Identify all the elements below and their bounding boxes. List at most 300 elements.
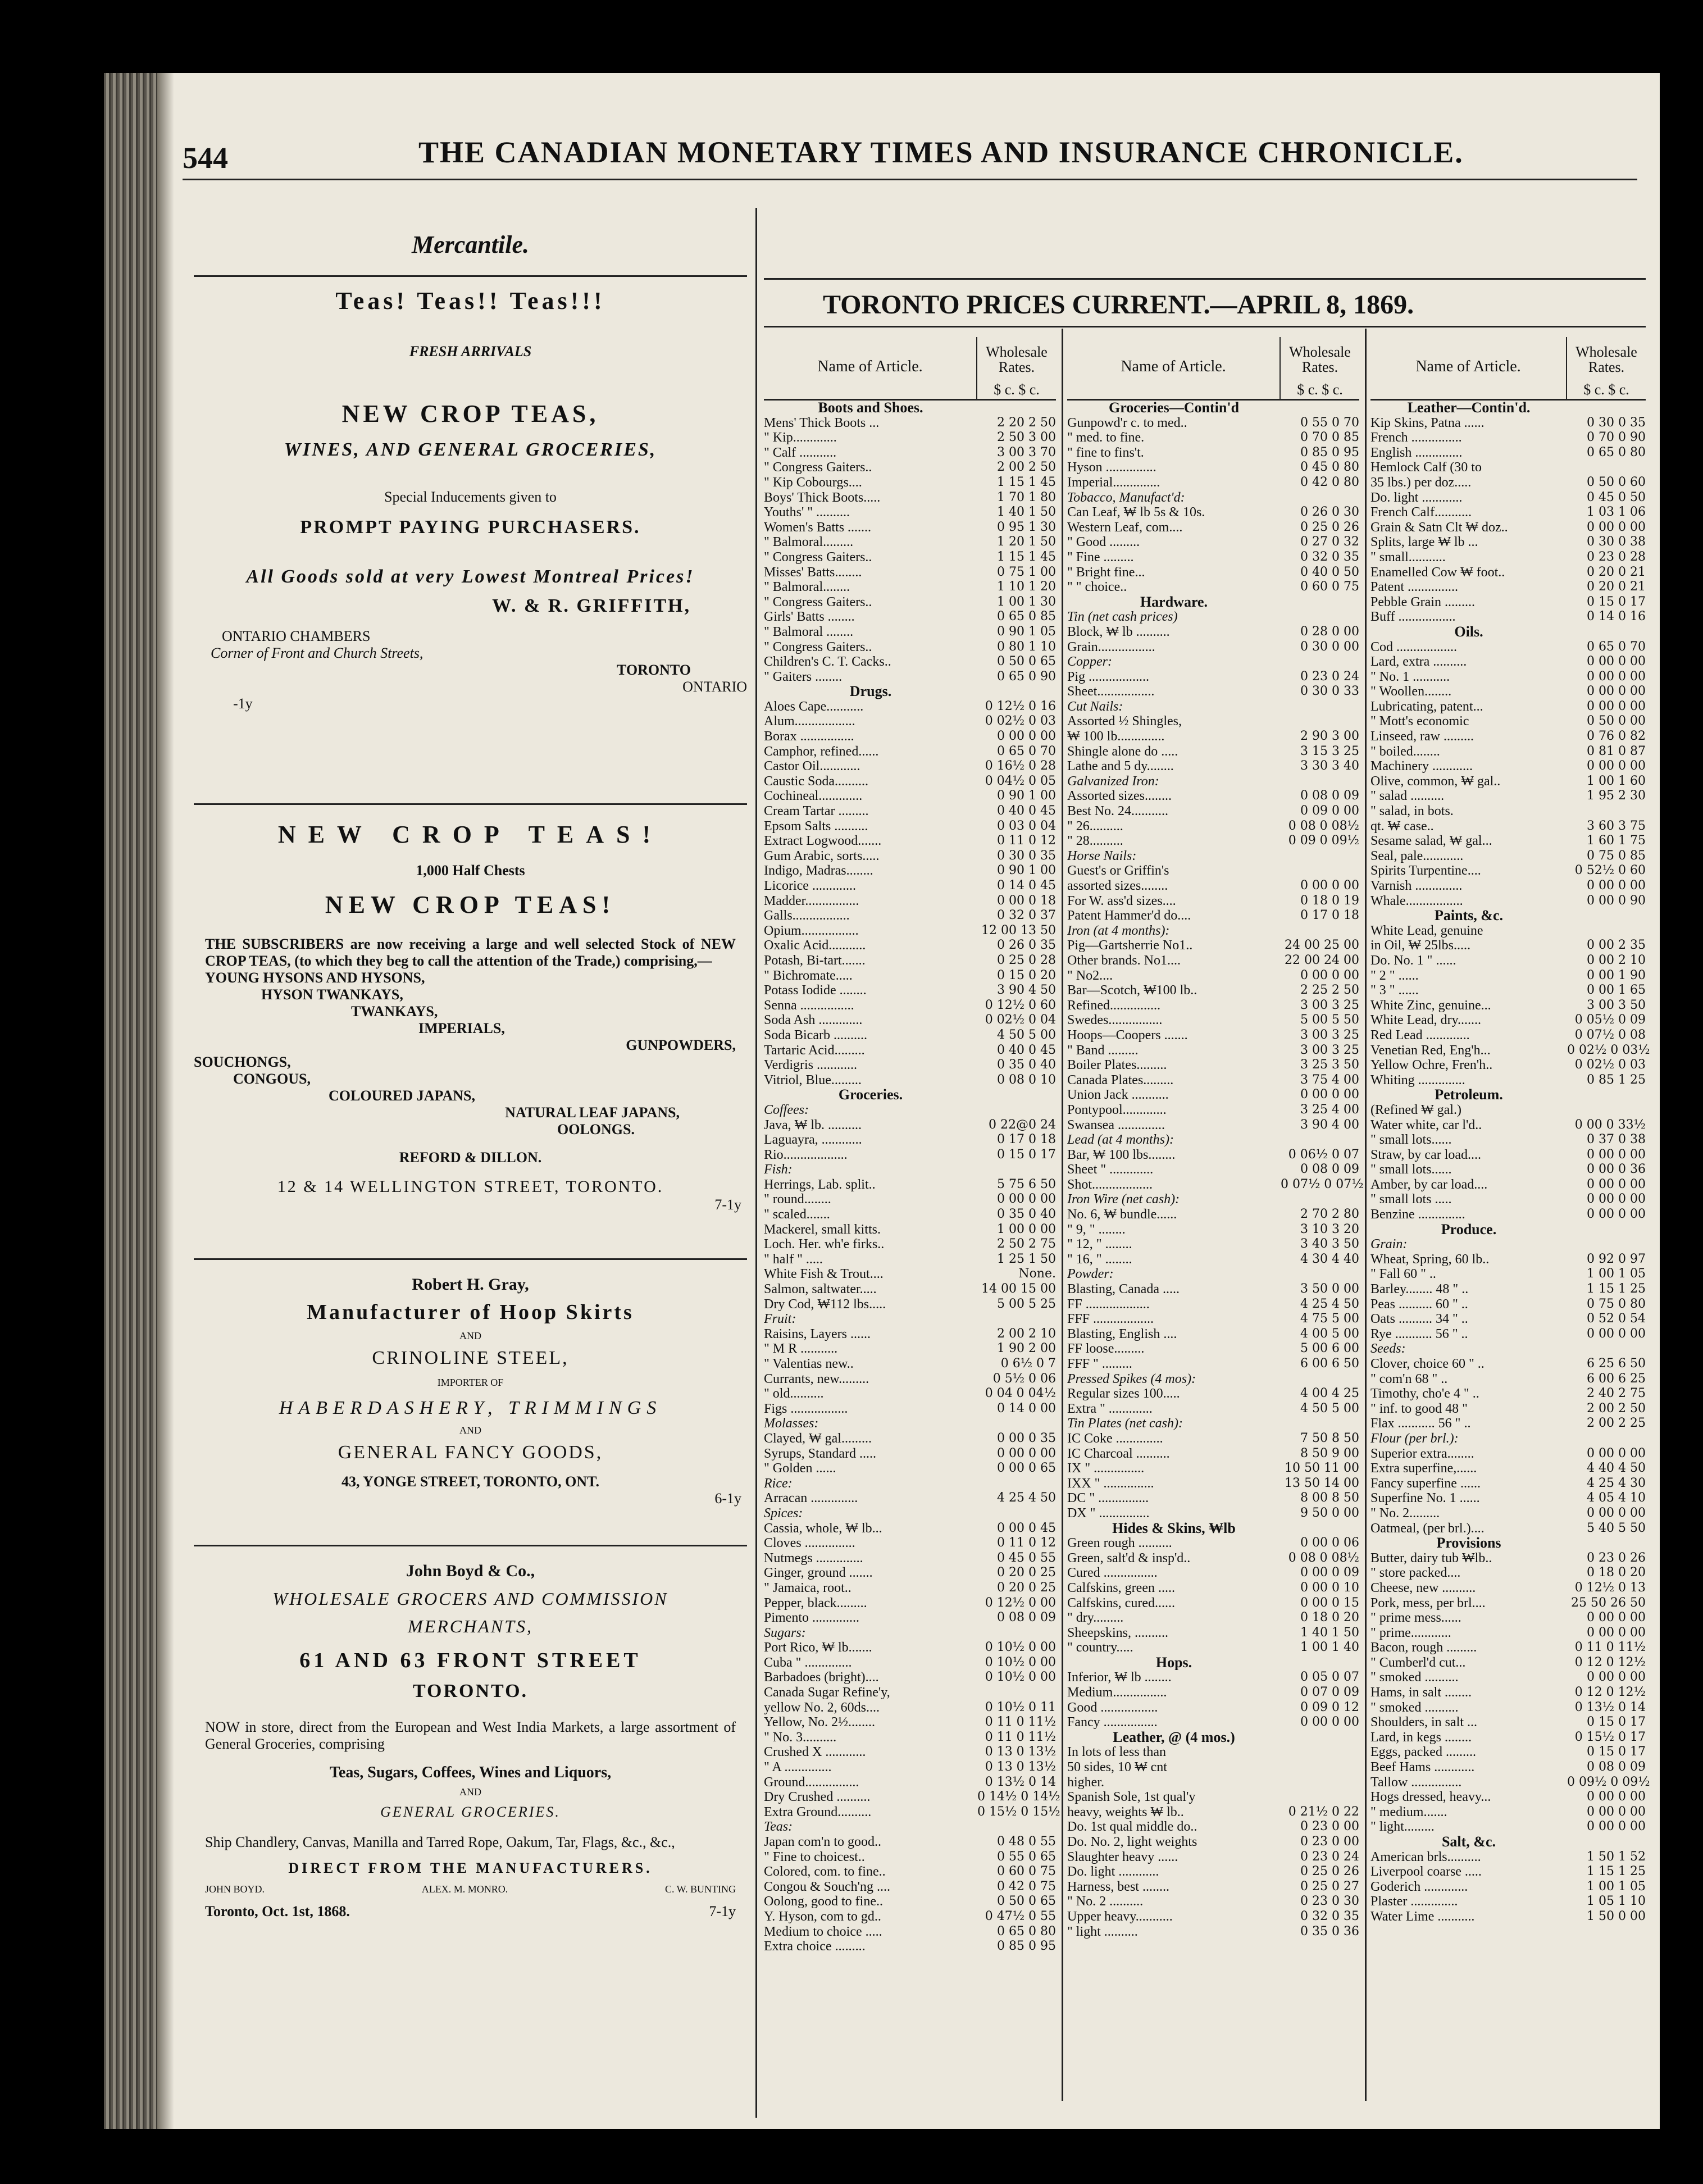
article-name: IC Charcoal .......... bbox=[1067, 1446, 1170, 1461]
wholesale-rate: 0 25 0 26 bbox=[1300, 1864, 1359, 1879]
price-row bbox=[1067, 849, 1359, 864]
price-row bbox=[1370, 804, 1646, 819]
price-row bbox=[764, 654, 1056, 670]
book-binding bbox=[104, 73, 157, 2129]
wholesale-rate bbox=[977, 684, 1056, 699]
article-name: Aloes Cape........... bbox=[764, 699, 864, 714]
article-name: English .............. bbox=[1370, 445, 1463, 460]
article-name: Hogs dressed, heavy... bbox=[1370, 1790, 1491, 1805]
wholesale-rate: 0 09 0 12 bbox=[1300, 1700, 1359, 1714]
wholesale-rate: 0 70 0 85 bbox=[1300, 430, 1359, 445]
wholesale-rate: 0 16½ 0 28 bbox=[985, 759, 1056, 774]
price-row bbox=[1370, 1013, 1646, 1028]
price-row bbox=[1370, 1655, 1646, 1671]
wholesale-rate: 0 35 0 36 bbox=[1300, 1924, 1359, 1939]
price-row bbox=[1370, 1551, 1646, 1566]
wholesale-rate: 0 35 0 40 bbox=[997, 1207, 1056, 1222]
article-name: Whale................. bbox=[1370, 893, 1463, 908]
price-column-2 bbox=[1067, 337, 1364, 1939]
wholesale-rate: 0 90 1 00 bbox=[997, 789, 1056, 803]
wholesale-rate bbox=[1281, 714, 1359, 729]
section-heading bbox=[764, 1088, 1056, 1103]
article-name: Can Leaf, ₩ lb 5s & 10s. bbox=[1067, 505, 1205, 520]
price-row bbox=[764, 1058, 1056, 1073]
price-row bbox=[1067, 923, 1359, 939]
price-row bbox=[1370, 1103, 1646, 1118]
wholesale-rate: 0 60 0 75 bbox=[997, 1864, 1056, 1879]
wholesale-rate: 0 75 1 00 bbox=[997, 565, 1056, 579]
rates-header bbox=[1279, 337, 1359, 399]
article-name: Regular sizes 100..... bbox=[1067, 1386, 1180, 1402]
article-name: Green, salt'd & insp'd.. bbox=[1067, 1550, 1191, 1566]
article-name: Potass Iodide ........ bbox=[764, 983, 867, 998]
price-row bbox=[764, 774, 1056, 789]
article-name: Grain & Satn Clt ₩ doz.. bbox=[1370, 520, 1508, 535]
price-row bbox=[1067, 774, 1359, 789]
article-name: Powder: bbox=[1067, 1267, 1114, 1282]
article-name: 35 lbs.) per doz..... bbox=[1370, 475, 1472, 490]
article-name: Do. No. 1 " ...... bbox=[1370, 953, 1456, 968]
wholesale-rate: 0 00 0 00 bbox=[1587, 684, 1646, 699]
price-row bbox=[1370, 938, 1646, 953]
ad-line: 43, YONGE STREET, TORONTO, ONT. bbox=[341, 1473, 599, 1490]
wholesale-rate: 0 15 0 17 bbox=[997, 1147, 1056, 1162]
price-row bbox=[1067, 1626, 1359, 1641]
article-name: Superior extra........ bbox=[1370, 1446, 1474, 1461]
article-name: For W. ass'd sizes.... bbox=[1067, 893, 1176, 908]
price-row bbox=[1067, 1551, 1359, 1566]
article-name: Swedes................ bbox=[1067, 1013, 1163, 1028]
price-row bbox=[1067, 1894, 1359, 1909]
wholesale-rate: 2 50 3 00 bbox=[997, 430, 1056, 445]
wholesale-rate bbox=[977, 1506, 1056, 1521]
price-row bbox=[1370, 789, 1646, 804]
price-row bbox=[1370, 1491, 1646, 1506]
article-name: " 12, " ........ bbox=[1067, 1237, 1132, 1252]
wholesale-rate: 22 00 24 00 bbox=[1285, 953, 1359, 967]
article-name: Extra choice ......... bbox=[764, 1939, 866, 1954]
wholesale-rate: 0 85 0 95 bbox=[997, 1939, 1056, 1954]
wholesale-rate: 0 35 0 40 bbox=[997, 1058, 1056, 1072]
column-divider bbox=[755, 208, 757, 2118]
wholesale-rate bbox=[1567, 804, 1646, 819]
article-name: " 9, " ........ bbox=[1067, 1222, 1126, 1237]
article-name: Enamelled Cow ₩ foot.. bbox=[1370, 565, 1505, 580]
price-row bbox=[764, 804, 1056, 819]
ad-line: AND bbox=[459, 1425, 481, 1436]
mercantile-heading: Mercantile. bbox=[412, 231, 529, 258]
article-name: " med. to fine. bbox=[1067, 430, 1145, 445]
price-row bbox=[1370, 1252, 1646, 1267]
wholesale-rate: 2 20 2 50 bbox=[997, 415, 1056, 430]
wholesale-rate: 4 25 4 50 bbox=[1300, 1296, 1359, 1311]
article-name: FFF " ......... bbox=[1067, 1357, 1132, 1371]
article-name: Grain: bbox=[1370, 1237, 1408, 1252]
price-row bbox=[1370, 1805, 1646, 1820]
article-name: Fruit: bbox=[764, 1312, 796, 1327]
article-name: Peas .......... 60 " .. bbox=[1370, 1296, 1468, 1312]
price-row bbox=[1067, 460, 1359, 475]
article-name: Canada Sugar Refine'y, bbox=[764, 1685, 890, 1700]
wholesale-rate: 0 20 0 25 bbox=[997, 1580, 1056, 1595]
article-name: Red Lead ............. bbox=[1370, 1027, 1470, 1043]
price-row bbox=[1067, 1402, 1359, 1417]
wholesale-rate: 0 00 2 10 bbox=[1587, 953, 1646, 967]
rates-header-label: Wholesale Rates. bbox=[1289, 344, 1351, 375]
wholesale-rate: 0 00 0 00 bbox=[1587, 759, 1646, 774]
price-row bbox=[764, 1775, 1056, 1790]
price-row bbox=[1370, 445, 1646, 461]
article-name: Sesame salad, ₩ gal... bbox=[1370, 834, 1492, 849]
section-heading bbox=[1370, 1222, 1646, 1237]
article-name: " Good ......... bbox=[1067, 535, 1140, 550]
ad-date-row bbox=[194, 1903, 747, 1920]
price-row bbox=[1067, 1028, 1359, 1043]
article-name: Y. Hyson, com to gd.. bbox=[764, 1909, 881, 1924]
wholesale-rate: 0 15½ 0 15½ bbox=[977, 1804, 1060, 1819]
wholesale-rate: 0 15 0 17 bbox=[1587, 1745, 1646, 1759]
article-name: Cut Nails: bbox=[1067, 699, 1123, 714]
wholesale-rate: 0 00 0 00 bbox=[1300, 1088, 1359, 1102]
price-row bbox=[1067, 1416, 1359, 1431]
article-name: Spirits Turpentine.... bbox=[1370, 863, 1481, 879]
wholesale-rate: 0 00 0 00 bbox=[1300, 968, 1359, 982]
price-row bbox=[1370, 1864, 1646, 1880]
price-row bbox=[1067, 1760, 1359, 1775]
price-row bbox=[1067, 490, 1359, 506]
price-column-divider bbox=[1062, 329, 1063, 2101]
article-name: " Woollen........ bbox=[1370, 684, 1452, 699]
wholesale-rate: 3 40 3 50 bbox=[1300, 1237, 1359, 1252]
article-name: Indigo, Madras........ bbox=[764, 863, 873, 879]
price-row bbox=[1370, 983, 1646, 998]
price-row bbox=[1370, 863, 1646, 879]
wholesale-rate: 0 00 0 00 bbox=[1300, 1715, 1359, 1730]
price-row bbox=[1370, 1192, 1646, 1207]
wholesale-rate: 0 00 0 00 bbox=[1587, 520, 1646, 534]
price-row bbox=[1370, 1596, 1646, 1611]
wholesale-rate: 6 00 6 50 bbox=[1300, 1357, 1359, 1371]
price-row bbox=[1067, 1640, 1359, 1655]
article-name: Coffees: bbox=[764, 1102, 809, 1117]
price-row bbox=[764, 1685, 1056, 1700]
price-row bbox=[764, 1715, 1056, 1730]
wholesale-rate: 0 14 0 45 bbox=[997, 879, 1056, 893]
price-row bbox=[764, 1267, 1056, 1282]
wholesale-rate: 0 10½ 0 00 bbox=[985, 1640, 1056, 1655]
article-name: Canada Plates......... bbox=[1067, 1072, 1174, 1088]
article-name: Linseed, raw ......... bbox=[1370, 729, 1474, 744]
article-name: Oats .......... 34 " .. bbox=[1370, 1312, 1468, 1327]
wholesale-rate: 0 11 0 12 bbox=[997, 1536, 1056, 1550]
article-name: " small........... bbox=[1370, 549, 1446, 565]
article-name: Oils. bbox=[1454, 624, 1483, 640]
price-row bbox=[764, 1237, 1056, 1252]
section-heading bbox=[1067, 401, 1359, 416]
price-row bbox=[1067, 1909, 1359, 1924]
article-name: " Cumberl'd cut... bbox=[1370, 1655, 1466, 1670]
article-name: Potash, Bi-tart....... bbox=[764, 953, 866, 968]
article-name: Upper heavy........... bbox=[1067, 1909, 1173, 1924]
article-name: " Bichromate..... bbox=[764, 968, 853, 983]
article-name: Japan com'n to good.. bbox=[764, 1835, 881, 1849]
price-row bbox=[764, 580, 1056, 595]
article-name: Oolong, good to fine.. bbox=[764, 1894, 883, 1909]
article-name: " Congress Gaiters.. bbox=[764, 639, 872, 654]
article-name: Patent ............... bbox=[1370, 580, 1458, 595]
ad-signatures bbox=[194, 1883, 747, 1895]
article-name: Soda Ash ............. bbox=[764, 1013, 863, 1028]
wholesale-rate: 0 75 0 80 bbox=[1587, 1296, 1646, 1311]
price-row bbox=[764, 625, 1056, 640]
section-heading bbox=[764, 684, 1056, 699]
price-row bbox=[764, 1745, 1056, 1760]
article-name: Tartaric Acid......... bbox=[764, 1043, 865, 1058]
price-row bbox=[1067, 1491, 1359, 1506]
wholesale-rate bbox=[1567, 1088, 1646, 1103]
article-name: " Balmoral........ bbox=[764, 580, 850, 595]
price-row bbox=[1370, 580, 1646, 595]
article-name: " Calf ........... bbox=[764, 445, 837, 460]
article-name: Assorted ½ Shingles, bbox=[1067, 714, 1182, 729]
price-row bbox=[1370, 654, 1646, 670]
price-row bbox=[764, 789, 1056, 804]
wholesale-rate: 0 92 0 97 bbox=[1587, 1252, 1646, 1266]
article-name: Do. light ............ bbox=[1067, 1864, 1159, 1880]
price-row bbox=[1370, 1416, 1646, 1431]
article-name: Buff ................. bbox=[1370, 609, 1456, 625]
price-row bbox=[764, 1252, 1056, 1267]
wholesale-rate: 1 50 1 52 bbox=[1587, 1849, 1646, 1864]
prices-rule-top bbox=[764, 278, 1646, 280]
wholesale-rate: 0 23 0 28 bbox=[1587, 549, 1646, 564]
wholesale-rate: 0 00 0 36 bbox=[1587, 1162, 1646, 1177]
price-row bbox=[1067, 744, 1359, 759]
article-name: Water white, car l'd.. bbox=[1370, 1117, 1482, 1132]
ad-line: AND bbox=[459, 1786, 481, 1798]
ad-line: TORONTO bbox=[617, 662, 691, 678]
article-name: Kip Skins, Patna ...... bbox=[1370, 415, 1485, 430]
price-row bbox=[1067, 1177, 1364, 1193]
article-name: Fancy ................ bbox=[1067, 1715, 1158, 1730]
article-name: Hops. bbox=[1155, 1655, 1192, 1671]
price-row bbox=[764, 445, 1056, 461]
price-row bbox=[764, 744, 1056, 759]
price-row bbox=[764, 1700, 1056, 1716]
price-row bbox=[764, 535, 1056, 550]
price-row bbox=[764, 1177, 1056, 1193]
article-name: Hemlock Calf (30 to bbox=[1370, 460, 1482, 475]
wholesale-rate bbox=[977, 1162, 1056, 1177]
price-row bbox=[764, 1610, 1056, 1626]
price-row bbox=[764, 1790, 1060, 1805]
wholesale-rate: 0 32 0 37 bbox=[997, 908, 1056, 923]
wholesale-rate: 5 75 6 50 bbox=[997, 1177, 1056, 1191]
article-name: Tin Plates (net cash): bbox=[1067, 1416, 1183, 1431]
wholesale-rate bbox=[1281, 1132, 1359, 1148]
price-row bbox=[764, 475, 1056, 490]
wholesale-rate: 0 20 0 21 bbox=[1587, 565, 1646, 579]
article-name: Children's C. T. Cacks.. bbox=[764, 654, 891, 670]
price-row bbox=[1370, 1162, 1646, 1177]
article-name: " old.......... bbox=[764, 1386, 824, 1402]
price-row bbox=[1067, 834, 1359, 849]
wholesale-rate: 0 75 0 85 bbox=[1587, 848, 1646, 863]
price-row bbox=[764, 849, 1056, 864]
article-name: 50 sides, 10 ₩ cnt bbox=[1067, 1760, 1167, 1775]
section-heading bbox=[1067, 1655, 1359, 1671]
price-row bbox=[1067, 699, 1359, 715]
wholesale-rate: 0 23 0 00 bbox=[1300, 1819, 1359, 1834]
ad-rule bbox=[194, 803, 747, 805]
article-name: Rye ........... 56 " .. bbox=[1370, 1326, 1468, 1341]
wholesale-rate: 0 30 0 38 bbox=[1587, 535, 1646, 549]
article-name: Boots and Shoes. bbox=[818, 401, 923, 416]
wholesale-rate: 0 30 0 33 bbox=[1300, 684, 1359, 699]
wholesale-rate: 3 25 4 00 bbox=[1300, 1102, 1359, 1117]
article-name: Borax ................ bbox=[764, 729, 854, 744]
ad-line: 7-1y bbox=[709, 1903, 736, 1919]
wholesale-rate: 1 00 1 30 bbox=[997, 594, 1056, 609]
wholesale-rate: 2 00 2 50 bbox=[997, 460, 1056, 475]
ad-line: ALEX. M. MONRO. bbox=[421, 1883, 508, 1895]
wholesale-rate: 2 00 2 25 bbox=[1587, 1416, 1646, 1431]
ad-line: OOLONGS. bbox=[557, 1121, 635, 1138]
article-name: Herrings, Lab. split.. bbox=[764, 1177, 876, 1192]
wholesale-rate: 0 81 0 87 bbox=[1587, 744, 1646, 758]
price-row bbox=[1067, 1461, 1359, 1476]
article-name: Seal, pale............ bbox=[1370, 848, 1464, 863]
price-row bbox=[1067, 1192, 1359, 1207]
article-name: Varnish .............. bbox=[1370, 879, 1463, 893]
wholesale-rate: 3 10 3 20 bbox=[1300, 1222, 1359, 1236]
price-row bbox=[764, 938, 1056, 953]
price-row bbox=[1067, 1088, 1359, 1103]
article-name: Opium................. bbox=[764, 923, 859, 938]
wholesale-rate bbox=[1567, 1222, 1646, 1237]
price-row bbox=[1370, 640, 1646, 655]
ad-reford-dillon bbox=[194, 820, 747, 1213]
price-row bbox=[764, 640, 1056, 655]
article-name: Calfskins, green ..... bbox=[1067, 1580, 1175, 1595]
article-name: Union Jack ........... bbox=[1067, 1088, 1169, 1103]
article-name: " light .......... bbox=[1067, 1924, 1138, 1939]
price-row bbox=[1370, 520, 1646, 535]
price-row bbox=[1067, 1596, 1359, 1611]
article-name: Currants, new......... bbox=[764, 1371, 869, 1386]
price-row bbox=[1370, 834, 1646, 849]
wholesale-rate bbox=[1567, 460, 1646, 475]
wholesale-rate bbox=[1567, 1835, 1646, 1850]
wholesale-rate: 0 18 0 19 bbox=[1300, 893, 1359, 908]
price-row bbox=[764, 923, 1056, 939]
article-name: Assorted sizes........ bbox=[1067, 789, 1172, 804]
price-row bbox=[764, 983, 1056, 998]
wholesale-rate bbox=[1281, 849, 1359, 864]
wholesale-rate bbox=[1281, 654, 1359, 670]
wholesale-rate bbox=[1567, 908, 1646, 923]
article-name: Barbadoes (bright).... bbox=[764, 1670, 879, 1685]
wholesale-rate bbox=[1281, 490, 1359, 506]
article-name: Nutmegs .............. bbox=[764, 1550, 863, 1566]
article-name: " 16, " ........ bbox=[1067, 1252, 1132, 1267]
price-row bbox=[1370, 1640, 1646, 1655]
wholesale-rate: 0 11 0 11½ bbox=[985, 1715, 1056, 1730]
article-name: Amber, by car load.... bbox=[1370, 1177, 1488, 1192]
section-heading bbox=[1370, 1536, 1646, 1551]
price-row bbox=[764, 699, 1056, 715]
article-name: Ground................ bbox=[764, 1775, 859, 1790]
ad-line: HYSON TWANKAYS, bbox=[261, 986, 403, 1003]
article-name: " 3 " ...... bbox=[1370, 983, 1419, 998]
article-name: Hoops—Coopers ....... bbox=[1067, 1027, 1188, 1043]
wholesale-rate: 0 00 0 00 bbox=[1587, 699, 1646, 713]
article-name: Laguayra, ............ bbox=[764, 1132, 862, 1148]
article-name: Blasting, English .... bbox=[1067, 1326, 1177, 1341]
article-name: Butter, dairy tub ₩lb.. bbox=[1370, 1550, 1492, 1566]
article-name: Camphor, refined...... bbox=[764, 744, 879, 759]
article-name: " Mott's economic bbox=[1370, 714, 1469, 729]
ad-rule bbox=[194, 275, 747, 277]
wholesale-rate: 0 30 0 35 bbox=[997, 848, 1056, 863]
wholesale-rate bbox=[1281, 1521, 1359, 1536]
article-name: Splits, large ₩ lb ... bbox=[1370, 535, 1478, 550]
price-row bbox=[1067, 1341, 1359, 1357]
price-row bbox=[1067, 550, 1359, 565]
article-name: Beef Hams ............ bbox=[1370, 1760, 1475, 1775]
ad-line: CONGOUS, bbox=[233, 1071, 311, 1087]
price-row bbox=[1370, 1894, 1646, 1909]
price-row bbox=[1067, 520, 1359, 535]
wholesale-rate bbox=[1567, 1237, 1646, 1252]
price-row bbox=[764, 819, 1056, 834]
article-name: White Lead, dry....... bbox=[1370, 1013, 1482, 1028]
article-name: IC Coke .............. bbox=[1067, 1431, 1163, 1446]
price-row bbox=[1370, 1297, 1646, 1312]
ad-line: NATURAL LEAF JAPANS, bbox=[505, 1104, 680, 1121]
wholesale-rate: 0 06½ 0 07 bbox=[1288, 1147, 1359, 1162]
article-name: French ............... bbox=[1370, 430, 1462, 445]
ad-line: John Boyd & Co., bbox=[406, 1562, 535, 1580]
article-name: " Bright fine... bbox=[1067, 565, 1145, 580]
wholesale-rate: 0 10½ 0 00 bbox=[985, 1670, 1056, 1685]
article-name: Grain................. bbox=[1067, 639, 1155, 654]
article-name: White Lead, genuine bbox=[1370, 923, 1483, 938]
article-name: Girls' Batts ........ bbox=[764, 609, 855, 625]
wholesale-rate: 0 00 0 00 bbox=[1587, 1177, 1646, 1191]
price-row bbox=[1067, 1864, 1359, 1880]
article-name: Rio................... bbox=[764, 1147, 848, 1162]
article-name: " inf. to good 48 " bbox=[1370, 1401, 1468, 1416]
wholesale-rate: 1 00 1 40 bbox=[1300, 1640, 1359, 1655]
price-row bbox=[1067, 1924, 1359, 1940]
article-name: Green rough .......... bbox=[1067, 1536, 1172, 1551]
article-name: Sugars: bbox=[764, 1625, 806, 1640]
ad-line: W. & R. GRIFFITH, bbox=[492, 595, 691, 616]
price-row bbox=[1067, 1386, 1359, 1402]
wholesale-rate: 0 05½ 0 09 bbox=[1574, 1013, 1646, 1027]
price-row bbox=[1370, 879, 1646, 894]
price-row bbox=[764, 1132, 1056, 1148]
wholesale-rate: 8 00 8 50 bbox=[1300, 1491, 1359, 1505]
rates-units: $ c. $ c. bbox=[1583, 381, 1629, 398]
article-name: " Band ......... bbox=[1067, 1043, 1139, 1058]
price-row bbox=[764, 1760, 1056, 1775]
wholesale-rate: 0 55 0 65 bbox=[997, 1849, 1056, 1864]
price-row bbox=[764, 729, 1056, 744]
wholesale-rate bbox=[1281, 1655, 1359, 1671]
price-row bbox=[1067, 505, 1359, 520]
